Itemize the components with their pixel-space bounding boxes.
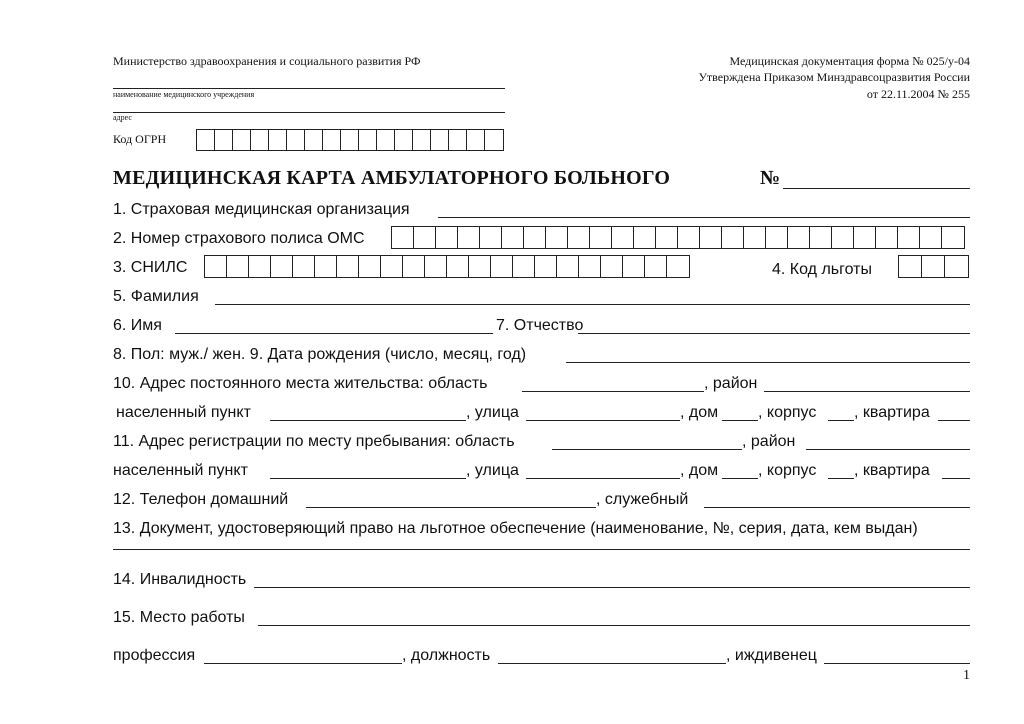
position-input[interactable] [498,663,726,664]
page-title: МЕДИЦИНСКАЯ КАРТА АМБУЛАТОРНОГО БОЛЬНОГО [113,167,671,189]
home-phone-input[interactable] [306,507,596,508]
stay-building-input[interactable] [828,478,854,479]
field-12-label: 12. Телефон домашний [113,491,289,508]
stay-house-input[interactable] [722,478,758,479]
benefit-document-input[interactable] [113,549,970,550]
profession-input[interactable] [204,663,402,664]
field-5-label: 5. Фамилия [113,288,199,305]
residence-street-input[interactable] [526,420,680,421]
field-11-label: 11. Адрес регистрации по месту пребывания: область [113,433,515,450]
field-4-label: 4. Код льготы [772,261,872,278]
residence-settlement-label: населенный пункт [116,404,251,421]
residence-settlement-input[interactable] [270,420,466,421]
field-1-label: 1. Страховая медицинская организация [113,201,410,218]
patronymic-input[interactable] [578,333,970,334]
institution-line[interactable] [113,88,505,89]
profession-label: профессия [113,647,196,664]
residence-building-input[interactable] [828,420,854,421]
residence-district-label: , район [704,375,758,392]
field-15-label: 15. Место работы [113,609,245,626]
field-6-label: 6. Имя [113,317,162,334]
field-7-label: 7. Отчество [496,317,584,334]
address-line[interactable] [113,112,505,113]
stay-building-label: , корпус [758,462,817,479]
field-14-label: 14. Инвалидность [113,571,247,588]
residence-house-label: , дом [680,404,719,421]
residence-apartment-input[interactable] [938,420,970,421]
page-number: 1 [963,668,970,683]
doc-form: Медицинская документация форма № 025/у-04 [729,54,970,68]
number-label: № [760,167,781,189]
stay-district-label: , район [742,433,796,450]
stay-apartment-label: , квартира [854,462,930,479]
ogrn-boxes[interactable] [196,129,504,151]
stay-apartment-input[interactable] [942,478,970,479]
name-input[interactable] [175,333,493,334]
snils-boxes[interactable] [204,255,690,278]
approved-date: от 22.11.2004 № 255 [866,87,970,101]
stay-settlement-input[interactable] [270,478,466,479]
residence-building-label: , корпус [758,404,817,421]
residence-house-input[interactable] [722,420,758,421]
stay-settlement-label: населенный пункт [113,462,248,479]
institution-caption: наименование медицинского учреждения [113,90,255,99]
field-10-label: 10. Адрес постоянного места жительства: область [113,375,488,392]
residence-street-label: , улица [466,404,519,421]
birth-date-input[interactable] [566,362,970,363]
field-2-label: 2. Номер страхового полиса ОМС [113,230,365,247]
field-8-label: 8. Пол: муж./ жен. 9. Дата рождения (число, месяц, год) [113,346,527,363]
address-caption: адрес [113,113,132,122]
stay-house-label: , дом [680,462,719,479]
residence-region-input[interactable] [522,391,704,392]
workplace-input[interactable] [258,625,970,626]
position-label: , должность [402,647,491,664]
field-3-label: 3. СНИЛС [113,259,188,276]
ogrn-label: Код ОГРН [113,132,167,146]
disability-input[interactable] [254,587,970,588]
residence-apartment-label: , квартира [854,404,930,421]
approved-by: Утверждена Приказом Минздравсоцразвития России [698,70,970,84]
stay-street-label: , улица [466,462,519,479]
oms-policy-boxes[interactable] [391,226,965,249]
dependent-input[interactable] [824,663,970,664]
residence-district-input[interactable] [764,391,970,392]
work-phone-input[interactable] [704,507,970,508]
card-number-field[interactable] [783,188,970,189]
benefit-code-boxes[interactable] [898,255,969,278]
stay-district-input[interactable] [806,449,970,450]
stay-region-input[interactable] [552,449,742,450]
stay-street-input[interactable] [526,478,680,479]
ministry-name: Министерство здравоохранения и социального развития РФ [113,54,421,68]
field-1-input[interactable] [438,217,970,218]
field-13-label: 13. Документ, удостоверяющий право на льготное обеспечение (наименование, №, серия, дата, кем выдан) [113,520,918,537]
surname-input[interactable] [215,304,970,305]
work-phone-label: , служебный [596,491,689,508]
dependent-label: , иждивенец [726,647,817,664]
